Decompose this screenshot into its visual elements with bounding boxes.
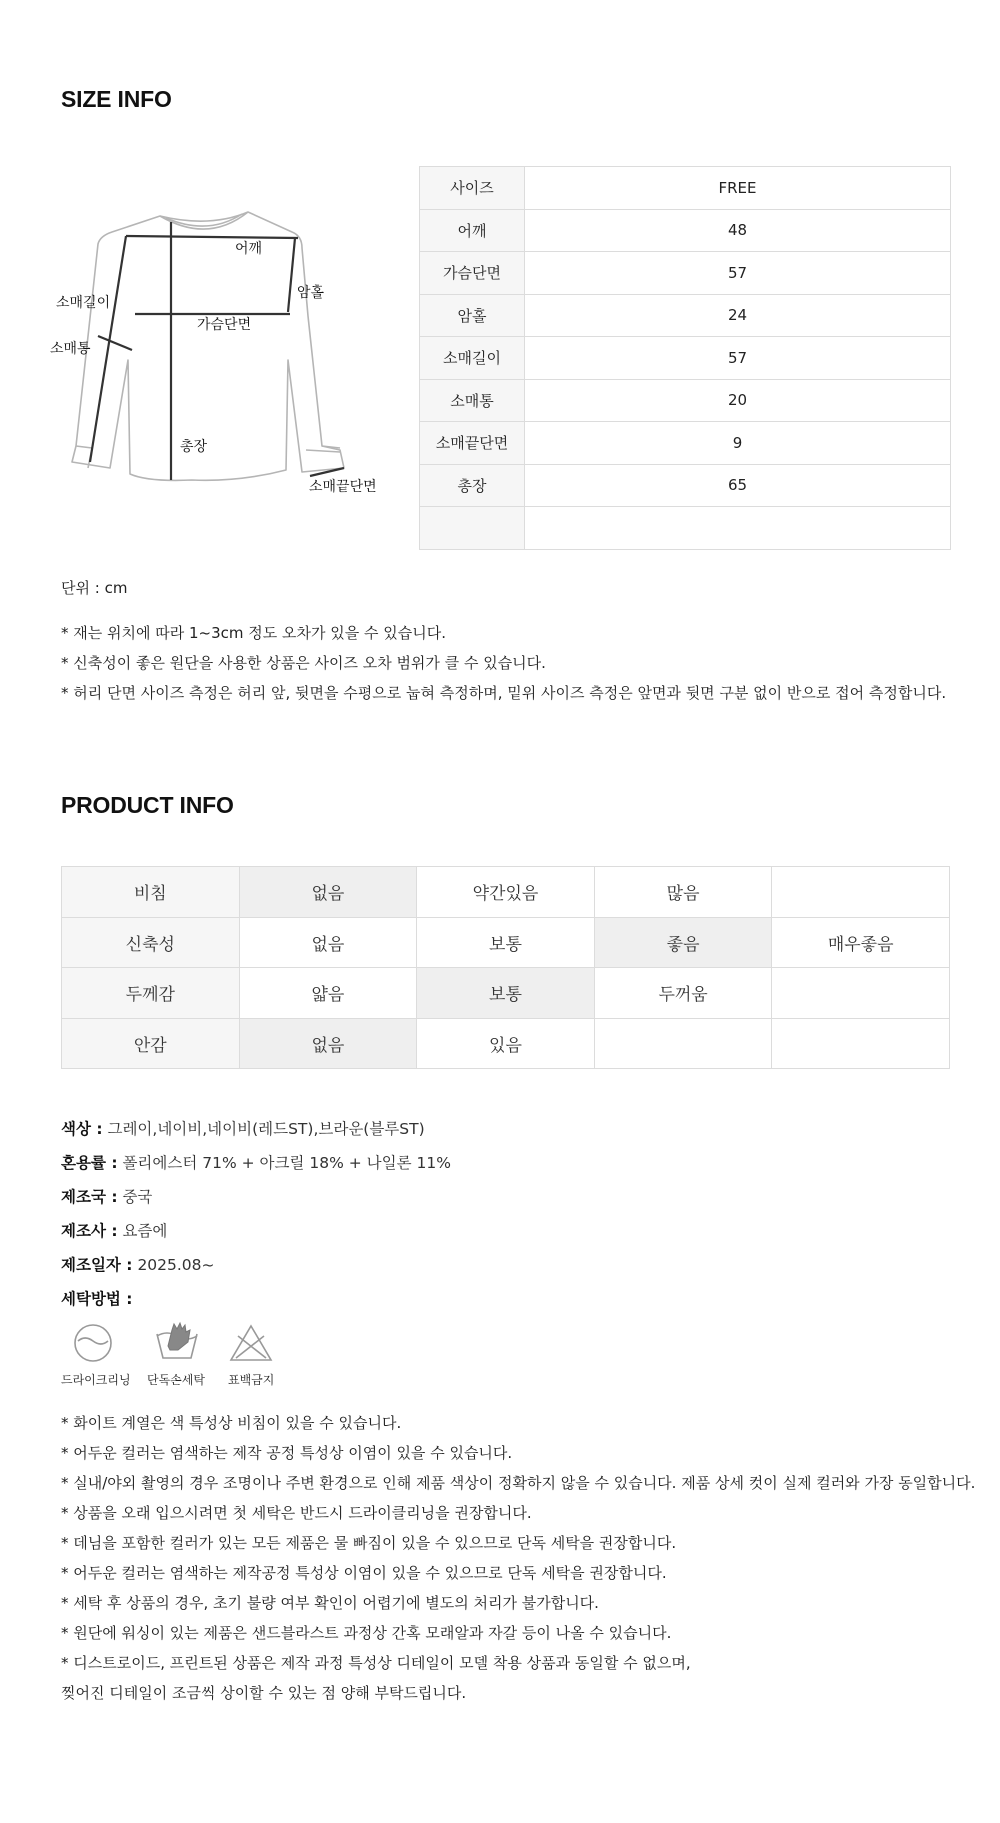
table-row: [62, 1018, 950, 1069]
product-note: * 세탁 후 상품의 경우, 초기 불량 여부 확인이 어렵기에 별도의 처리가 불가합니다.: [61, 1594, 599, 1612]
size-row-value: 57: [525, 252, 951, 295]
size-header-label: 사이즈: [420, 167, 525, 210]
spec-label: 제조사 :: [61, 1222, 118, 1240]
size-row-value: 48: [525, 209, 951, 252]
size-row-label: 어깨: [420, 209, 525, 252]
prod-option: [772, 867, 950, 918]
size-row-value-empty: [525, 507, 951, 550]
table-row: [420, 167, 951, 210]
table-row: [62, 917, 950, 968]
size-row-value: 20: [525, 379, 951, 422]
size-note: * 신축성이 좋은 원단을 사용한 상품은 사이즈 오차 범위가 클 수 있습니다.: [61, 654, 546, 672]
spec-value: 2025.08~: [137, 1256, 215, 1274]
spec-label: 세탁방법 :: [61, 1290, 133, 1308]
prod-option-selected: 보통: [417, 968, 595, 1019]
prod-row-label: 안감: [62, 1018, 240, 1069]
label-sleeve-width: 소매통: [50, 341, 91, 357]
spec-value: 요즘에: [122, 1222, 168, 1240]
spec-color: [61, 1117, 425, 1139]
prod-option: 얇음: [239, 968, 417, 1019]
dry-clean-icon: [70, 1322, 116, 1364]
size-row-label: 총장: [420, 464, 525, 507]
product-note: * 원단에 워싱이 있는 제품은 샌드블라스트 과정상 간혹 모래알과 자갈 등이 나올 수 있습니다.: [61, 1624, 672, 1642]
product-note: * 어두운 컬러는 염색하는 제작공정 특성상 이염이 있을 수 있으므로 단독 세탁을 권장합니다.: [61, 1564, 667, 1582]
spec-label: 혼용률 :: [61, 1154, 118, 1172]
prod-option: [772, 968, 950, 1019]
spec-maker: [61, 1219, 167, 1241]
spec-wash: [61, 1287, 133, 1309]
size-row-label: 가슴단면: [420, 252, 525, 295]
table-row: [420, 464, 951, 507]
wash-label: 드라이크리닝: [61, 1373, 131, 1387]
size-row-value: 65: [525, 464, 951, 507]
label-cuff: 소매끝단면: [309, 479, 377, 495]
table-row: [420, 209, 951, 252]
prod-option: [772, 1018, 950, 1069]
size-row-label: 소매통: [420, 379, 525, 422]
size-table: [419, 166, 951, 550]
product-note: 찢어진 디테일이 조금씩 상이할 수 있는 점 양해 부탁드립니다.: [61, 1684, 467, 1702]
label-chest: 가슴단면: [197, 317, 252, 333]
label-armhole: 암홀: [297, 285, 325, 301]
size-header-value: FREE: [525, 167, 951, 210]
spec-date: [61, 1253, 215, 1275]
prod-option: [594, 1018, 772, 1069]
table-row: [62, 968, 950, 1019]
product-note: * 실내/야외 촬영의 경우 조명이나 주변 환경으로 인해 제품 색상이 정확하지 않을 수 있습니다. 제품 상세 컷이 실제 컬러와 가장 동일합니다.: [61, 1474, 976, 1492]
label-sleeve-length: 소매길이: [56, 295, 111, 311]
wash-label: 단독손세탁: [147, 1373, 205, 1387]
size-row-value: 9: [525, 422, 951, 465]
size-row-label: 소매길이: [420, 337, 525, 380]
prod-option-selected: 없음: [239, 867, 417, 918]
table-row: [420, 422, 951, 465]
prod-option: 없음: [239, 917, 417, 968]
size-note: * 허리 단면 사이즈 측정은 허리 앞, 뒷면을 수평으로 눕혀 측정하며, 밑위 사이즈 측정은 앞면과 뒷면 구분 없이 반으로 접어 측정합니다.: [61, 684, 947, 702]
spec-label: 색상 :: [61, 1120, 103, 1138]
table-row: [62, 867, 950, 918]
prod-option: 두꺼움: [594, 968, 772, 1019]
product-info-table: [61, 866, 950, 1069]
label-total-length: 총장: [180, 439, 208, 455]
size-info-title: SIZE INFO: [61, 86, 172, 112]
spec-material: [61, 1151, 451, 1173]
size-note: * 재는 위치에 따라 1~3cm 정도 오차가 있을 수 있습니다.: [61, 624, 447, 642]
table-row: [420, 252, 951, 295]
spec-label: 제조국 :: [61, 1188, 118, 1206]
prod-row-label: 두께감: [62, 968, 240, 1019]
size-row-value: 57: [525, 337, 951, 380]
no-bleach-icon: [228, 1322, 274, 1364]
size-row-label-empty: [420, 507, 525, 550]
prod-option-selected: 없음: [239, 1018, 417, 1069]
spec-value: 그레이,네이비,네이비(레드ST),브라운(블루ST): [107, 1120, 425, 1138]
prod-option: 약간있음: [417, 867, 595, 918]
spec-value: 중국: [122, 1188, 153, 1206]
prod-row-label: 신축성: [62, 917, 240, 968]
product-note: * 상품을 오래 입으시려면 첫 세탁은 반드시 드라이클리닝을 권장합니다.: [61, 1504, 532, 1522]
garment-diagram: [40, 200, 380, 510]
spec-label: 제조일자 :: [61, 1256, 133, 1274]
prod-option: 보통: [417, 917, 595, 968]
table-row-empty: [420, 507, 951, 550]
prod-option: 많음: [594, 867, 772, 918]
prod-option-selected: 좋음: [594, 917, 772, 968]
size-row-value: 24: [525, 294, 951, 337]
size-row-label: 암홀: [420, 294, 525, 337]
hand-wash-icon: [154, 1320, 200, 1364]
wash-label: 표백금지: [228, 1373, 275, 1387]
product-note: * 화이트 계열은 색 특성상 비침이 있을 수 있습니다.: [61, 1414, 402, 1432]
prod-row-label: 비침: [62, 867, 240, 918]
product-note: * 데님을 포함한 컬러가 있는 모든 제품은 물 빠짐이 있을 수 있으므로 단독 세탁을 권장합니다.: [61, 1534, 677, 1552]
prod-option: 매우좋음: [772, 917, 950, 968]
product-note: * 디스트로이드, 프린트된 상품은 제작 과정 특성상 디테일이 모델 착용 상품과 동일할 수 없으며,: [61, 1654, 691, 1672]
table-row: [420, 379, 951, 422]
table-row: [420, 337, 951, 380]
spec-value: 폴리에스터 71% + 아크릴 18% + 나일론 11%: [122, 1154, 451, 1172]
size-row-label: 소매끝단면: [420, 422, 525, 465]
product-info-title: PRODUCT INFO: [61, 792, 234, 818]
unit-text: 단위 : cm: [61, 579, 128, 597]
table-row: [420, 294, 951, 337]
prod-option: 있음: [417, 1018, 595, 1069]
label-shoulder: 어깨: [235, 241, 263, 257]
spec-country: [61, 1185, 152, 1207]
product-note: * 어두운 컬러는 염색하는 제작 공정 특성상 이염이 있을 수 있습니다.: [61, 1444, 513, 1462]
